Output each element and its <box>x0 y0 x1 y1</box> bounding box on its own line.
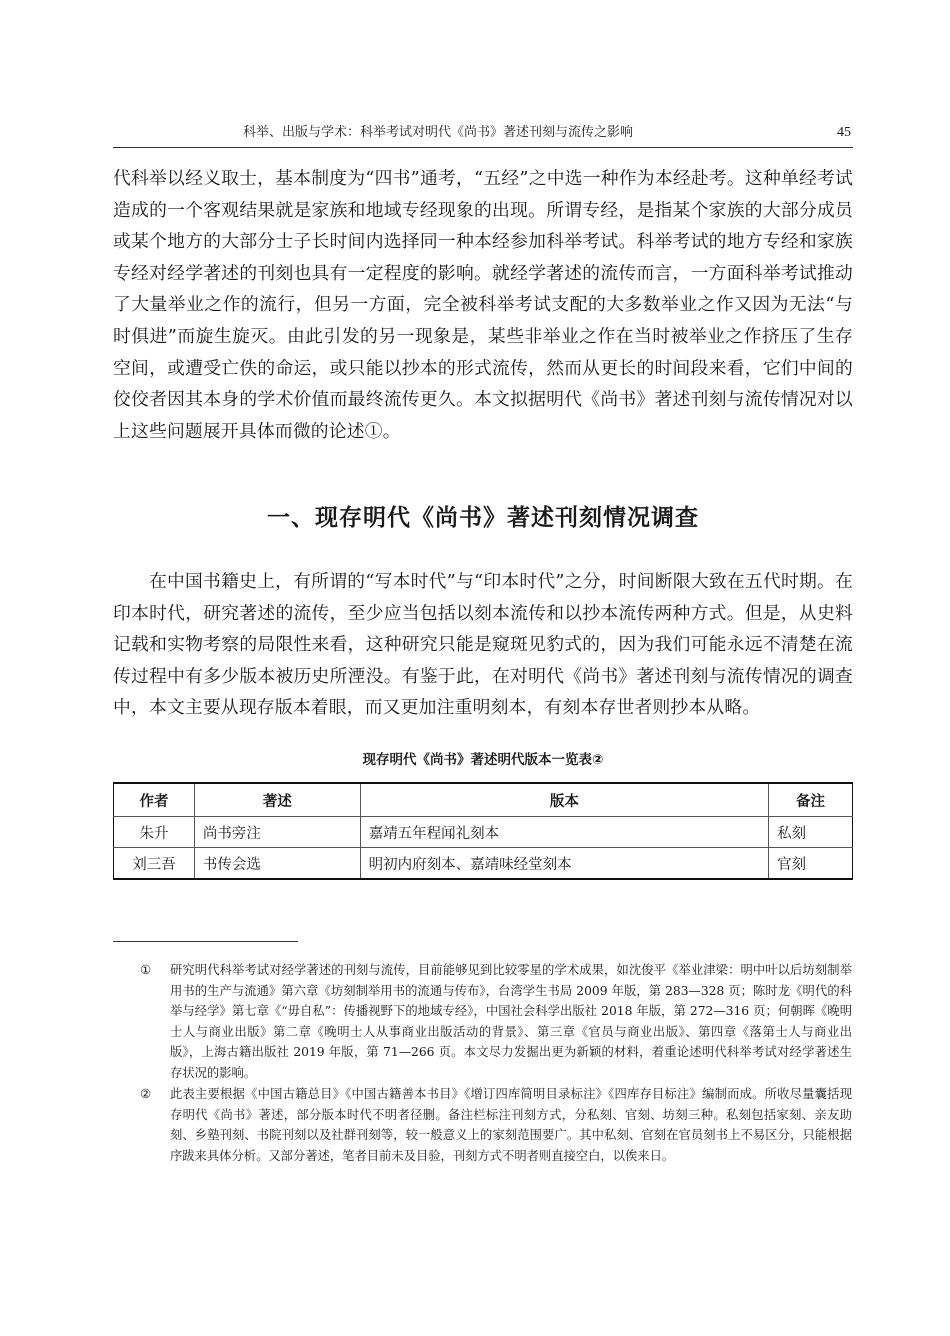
cell-edition: 嘉靖五年程闻礼刻本 <box>360 817 768 848</box>
page-number: 45 <box>837 125 851 140</box>
body-paragraph-2: 在中国书籍史上，有所谓的“写本时代”与“印本时代”之分，时间断限大致在五代时期。在印本时代，研究著述的流传，至少应当包括以刻本流传和以抄本流传两种方式。但是，从史料记载和实物考察的局限性来看，这种研究只能是窥斑见豹式的，因为我们可能永远不清楚在流传过程中有多少版本被历史所湮没。有鉴于此，在对明代《尚书》著述刊刻与流传情况的调查中，本文主要从现存版本着眼，而又更加注重明刻本，有刻本存世者则抄本从略。 <box>113 571 853 719</box>
footnote-mark: ① <box>140 963 152 977</box>
running-header <box>113 122 853 144</box>
cell-author: 朱升 <box>114 817 195 848</box>
cell-work: 书传会选 <box>194 848 360 880</box>
footnote-rule <box>113 941 298 942</box>
running-title: 科举、出版与学术：科举考试对明代《尚书》著述刊刻与流传之影响 <box>243 125 634 140</box>
table-header-row <box>114 783 853 817</box>
header-work: 著述 <box>194 783 360 817</box>
footnote-text: 研究明代科举考试对经学著述的刊刻与流传，目前能够见到比较零星的学术成果，如沈俊平《举业津梁：明中叶以后坊刻制举用书的生产与流通》第六章《坊刻制举用书的流通与传布》，台湾学生书局 2009 年版，第 283—328 页；陈时龙《明代的科举与经学》第七章《“毋自私”：传播视野下的地域专经》，中国社会科学出版社 2018 年版，第 272—316 页；何朝晖《晚明士人与商业出版》第二章《晚明士人从事商业出版活动的背景》、第三章《官员与商业出版》、第四章《落第士人与商业出版》，上海古籍出版社 2019 年版，第 71—266 页。本文尽力发掘出更为新颖的材料，着重论述明代科举考试对经学著述生存状况的影响。 <box>170 963 852 1080</box>
header-author: 作者 <box>114 783 195 817</box>
footnote-text: 此表主要根据《中国古籍总目》《中国古籍善本书目》《增订四库简明目录标注》《四库存目标注》编制而成。所收尽量囊括现存明代《尚书》著述，部分版本时代不明者径删。备注栏标注刊刻方式，分私刻、官刻、坊刻三种。私刻包括家刻、亲友助刻、乡塾刊刻、书院刊刻以及社群刊刻等，较一般意义上的家刻范围要广。其中私刻、官刻在官员刻书上不易区分，只能根据序跋来具体分析。又部分著述，笔者目前未及目验，刊刻方式不明者则直接空白，以俟来日。 <box>170 1087 852 1163</box>
footnote-mark: ② <box>140 1087 152 1101</box>
header-edition: 版本 <box>360 783 768 817</box>
table-row <box>114 848 853 880</box>
cell-work: 尚书旁注 <box>194 817 360 848</box>
header-note: 备注 <box>769 783 853 817</box>
table-caption: 现存明代《尚书》著述明代版本一览表② <box>362 752 604 768</box>
footnote-2 <box>140 1084 852 1166</box>
cell-note: 私刻 <box>769 817 853 848</box>
body-paragraph-1: 代科举以经义取士，基本制度为“四书”通考，“五经”之中选一种作为本经赴考。这种单经考试造成的一个客观结果就是家族和地域专经现象的出现。所谓专经，是指某个家族的大部分成员或某个地方的大部分士子长时间内选择同一种本经参加科举考试。科举考试的地方专经和家族专经对经学著述的刊刻也具有一定程度的影响。就经学著述的流传而言，一方面科举考试推动了大量举业之作的流行，但另一方面，完全被科举考试支配的大多数举业之作又因为无法“与时俱进”而旋生旋灭。由此引发的另一现象是，某些非举业之作在当时被举业之作挤压了生存空间，或遭受亡佚的命运，或只能以抄本的形式流传，然而从更长的时间段来看，它们中间的佼佼者因其本身的学术价值而最终流传更久。本文拟据明代《尚书》著述刊刻与流传情况对以上这些问题展开具体而微的论述①。 <box>113 168 853 442</box>
header-rule <box>113 147 853 148</box>
cell-author: 刘三吾 <box>114 848 195 880</box>
footnote-1 <box>140 960 852 1084</box>
versions-table <box>113 782 853 880</box>
cell-edition: 明初内府刻本、嘉靖味经堂刻本 <box>360 848 768 880</box>
cell-note: 官刻 <box>769 848 853 880</box>
table-row <box>114 817 853 848</box>
section-title: 一、现存明代《尚书》著述刊刻情况调查 <box>267 505 699 531</box>
